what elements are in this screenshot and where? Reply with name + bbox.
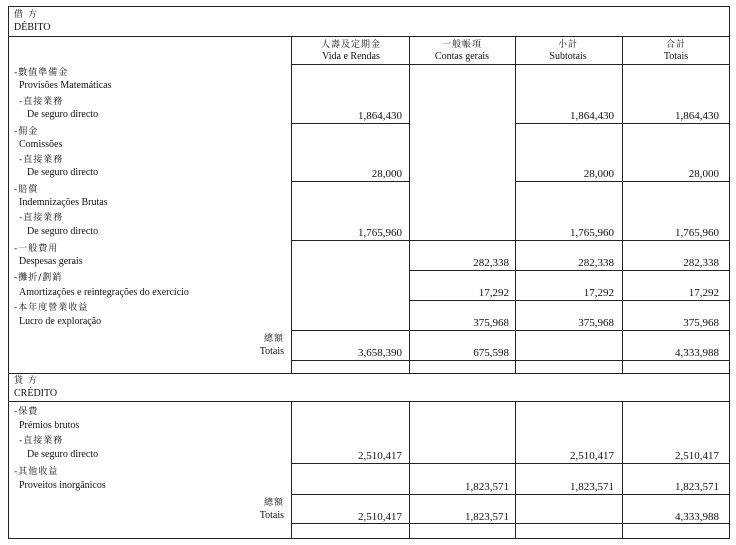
row-rule	[291, 123, 409, 124]
col-line-3	[515, 36, 516, 373]
col-line-3b	[515, 401, 516, 539]
total-vida: 2,510,417	[358, 511, 402, 523]
cell-total: 2,510,417	[675, 450, 719, 462]
cell-subtotal: 1,765,960	[570, 227, 614, 239]
row-label-zh: -直接業務	[19, 155, 64, 165]
totals-label-zh: 總額	[263, 498, 284, 508]
row-label-zh: -數值準備金	[14, 68, 69, 78]
cell-subtotal: 1,864,430	[570, 110, 614, 122]
col-line-4b	[622, 401, 623, 539]
cell-gerais: 375,968	[473, 317, 509, 329]
row-label: Prémios brutos	[19, 420, 80, 431]
total-vida: 3,658,390	[358, 347, 402, 359]
cell-total: 282,338	[683, 257, 719, 269]
row-rule	[409, 300, 730, 301]
row-label: Amortizações e reintegrações do exercício	[19, 287, 189, 298]
cell-total: 1,864,430	[675, 110, 719, 122]
cell-gerais: 1,823,571	[465, 481, 509, 493]
cell-total: 1,823,571	[675, 481, 719, 493]
row-label: Provisões Matemáticas	[19, 80, 112, 91]
cell-subtotal: 375,968	[578, 317, 614, 329]
col-line-1	[291, 36, 292, 373]
row-rule	[291, 463, 730, 464]
column-header-rule	[291, 64, 730, 65]
cell-subtotal: 1,823,571	[570, 481, 614, 493]
cell-subtotal: 17,292	[583, 287, 614, 299]
row-rule	[291, 330, 730, 331]
total-total: 4,333,988	[675, 347, 719, 359]
row-label-zh: -本年度營業收益	[14, 303, 89, 313]
row-label: De seguro directo	[27, 167, 99, 178]
cell-total: 1,765,960	[675, 227, 719, 239]
total-gerais: 675,598	[473, 347, 509, 359]
col-line-2	[409, 36, 410, 373]
cell-subtotal: 28,000	[583, 168, 614, 180]
row-label-zh: -直接業務	[19, 97, 64, 107]
total-total: 4,333,988	[675, 511, 719, 523]
col-header: Contas gerais	[434, 51, 490, 62]
col-header: Subtotais	[549, 51, 587, 62]
row-label-zh: -保費	[14, 407, 39, 417]
credit-title: CRÉDITO	[14, 388, 58, 399]
debit-title: DÉBITO	[14, 22, 51, 33]
row-label-zh: -佣金	[14, 127, 39, 137]
row-rule	[515, 181, 730, 182]
row-label-zh: -一般費用	[14, 244, 59, 254]
col-header: Totais	[663, 51, 689, 62]
cell-total: 28,000	[688, 168, 719, 180]
cell-gerais: 17,292	[478, 287, 509, 299]
col-header-zh: 一般帳項	[441, 40, 483, 50]
row-label: Proveitos inorgânicos	[19, 480, 106, 491]
totals-label: Totais	[259, 346, 284, 357]
cell-total: 17,292	[688, 287, 719, 299]
totals-label-zh: 總額	[263, 334, 284, 344]
row-label: De seguro directo	[27, 226, 99, 237]
cell-total: 375,968	[683, 317, 719, 329]
col-line-4	[622, 36, 623, 373]
col-header-zh: 小計	[557, 40, 579, 50]
col-header-zh: 合計	[665, 40, 687, 50]
cell-vida: 1,864,430	[358, 110, 402, 122]
credit-title-zh: 貸 方	[14, 376, 38, 386]
cell-subtotal: 2,510,417	[570, 450, 614, 462]
col-header: Vida e Rendas	[322, 51, 380, 62]
col-header-zh: 人壽及定期金	[320, 40, 382, 50]
row-rule	[515, 123, 730, 124]
col-line-1b	[291, 401, 292, 539]
row-rule	[409, 270, 730, 271]
row-label: Indemnizações Brutas	[19, 197, 108, 208]
row-rule	[291, 494, 730, 495]
debit-end-rule	[8, 373, 730, 374]
cell-vida: 28,000	[371, 168, 402, 180]
cell-vida: 2,510,417	[358, 450, 402, 462]
row-label: Comissões	[19, 139, 63, 150]
totals-rule	[291, 523, 730, 524]
total-gerais: 1,823,571	[465, 511, 509, 523]
col-line-2b	[409, 401, 410, 539]
row-label-zh: -賠償	[14, 185, 39, 195]
totals-label: Totais	[259, 510, 284, 521]
cell-vida: 1,765,960	[358, 227, 402, 239]
row-label: Lucro de exploração	[19, 316, 102, 327]
cell-subtotal: 282,338	[578, 257, 614, 269]
row-label-zh: -直接業務	[19, 213, 64, 223]
row-label-zh: -攤折/劃銷	[14, 273, 63, 283]
row-rule	[291, 240, 730, 241]
row-label-zh: -其他收益	[14, 467, 59, 477]
row-label: De seguro directo	[27, 109, 99, 120]
row-label: De seguro directo	[27, 449, 99, 460]
row-label-zh: -直接業務	[19, 436, 64, 446]
row-rule	[291, 181, 409, 182]
row-label: Despesas gerais	[19, 256, 83, 267]
totals-rule	[291, 360, 730, 361]
cell-gerais: 282,338	[473, 257, 509, 269]
debit-title-zh: 借 方	[14, 10, 38, 20]
